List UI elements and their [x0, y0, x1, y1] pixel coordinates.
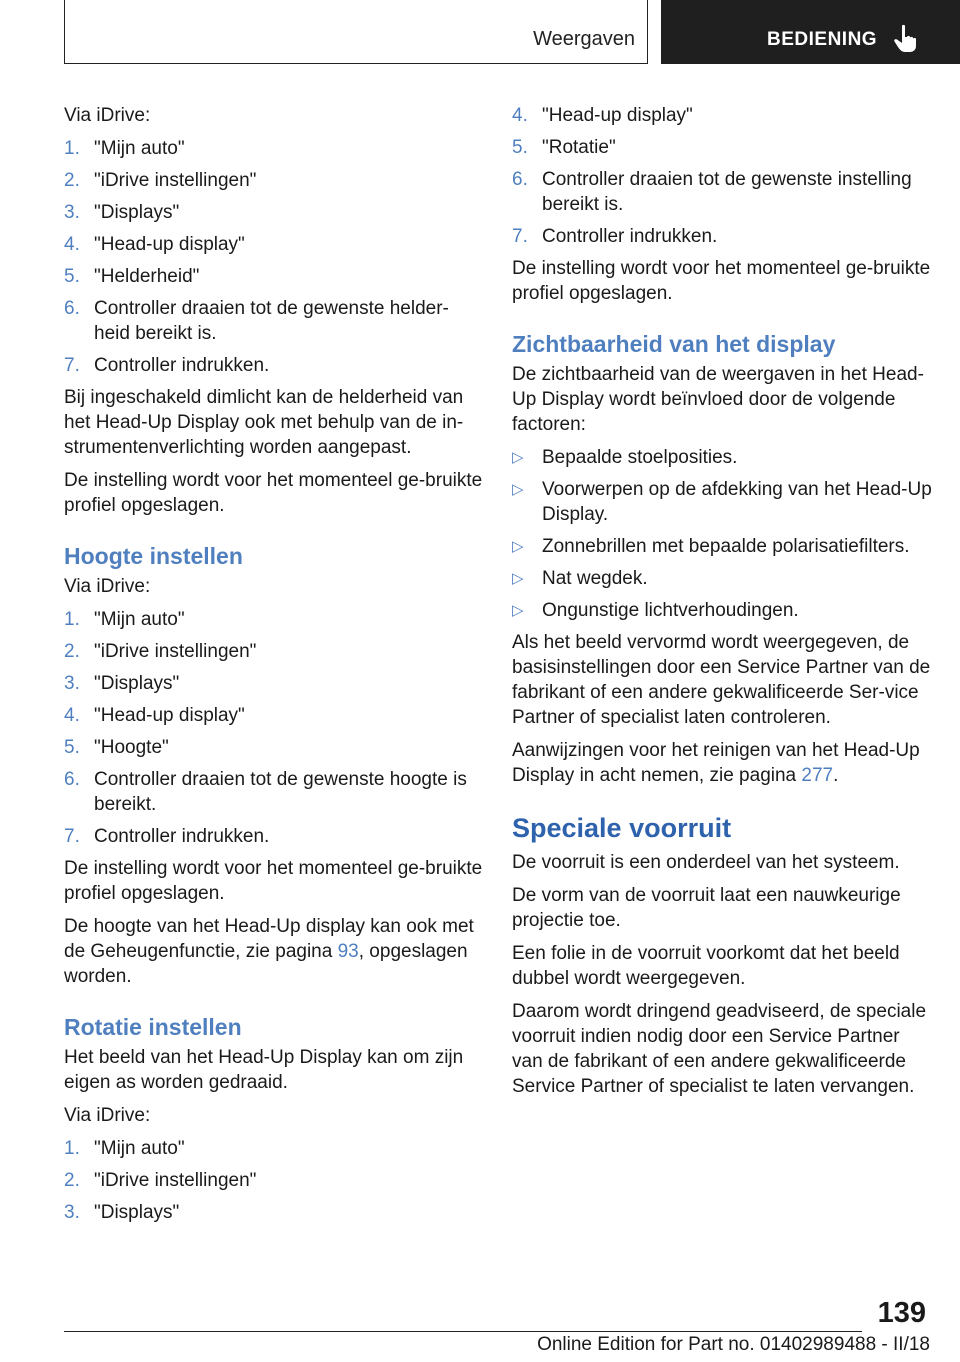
- header-chapter-box: [661, 0, 960, 64]
- list-item: 1. "Mijn auto": [64, 609, 185, 630]
- footer-divider: [64, 1331, 862, 1332]
- list-item: ▷ Voorwerpen op de afdekking van het Head-Up Display.: [512, 479, 932, 525]
- right-column: [512, 103, 932, 1107]
- header-section-title: Weergaven: [533, 28, 635, 50]
- heading-hoogte-instellen: Hoogte instellen: [64, 543, 243, 569]
- list-item: 7. Controller indrukken.: [64, 826, 270, 847]
- paragraph-zichtbaarheid: De zichtbaarheid van de weergaven in het Head-Up Display wordt beïnvloed door de volgende factoren:: [512, 364, 924, 435]
- list-item: 3. "Displays": [64, 1202, 180, 1223]
- paragraph-vervormd: Als het beeld vervormd wordt weergegeven, de basisinstellingen door een Service Partner van de fabrikant of een andere gekwalificeerde Ser‐vice Partner of specialist laten controleren.: [512, 632, 931, 728]
- list-item: 5. "Rotatie": [512, 137, 616, 158]
- visibility-factors: [512, 445, 932, 623]
- paragraph-profile-saved: De instelling wordt voor het momenteel ge‐bruikte profiel opgeslagen.: [512, 258, 931, 304]
- intro-via-idrive: Via iDrive:: [64, 105, 151, 126]
- paragraph-profile-saved: De instelling wordt voor het momenteel ge‐bruikte profiel opgeslagen.: [64, 470, 483, 516]
- paragraph-voorruit-3: Een folie in de voorruit voorkomt dat het beeld dubbel wordt weergegeven.: [512, 943, 900, 989]
- header-section-box: [64, 0, 648, 64]
- list-item: 4. "Head-up display": [64, 234, 245, 255]
- list-item: 3. "Displays": [64, 673, 180, 694]
- paragraph-reinigen: Aanwijzingen voor het reinigen van het Head-Up Display in acht nemen, zie pagina 277.: [512, 740, 920, 786]
- height-steps: [64, 607, 484, 849]
- rotation-steps-part2: [512, 103, 932, 249]
- heading-rotatie-instellen: Rotatie instellen: [64, 1014, 242, 1040]
- list-item: 5. "Hoogte": [64, 737, 169, 758]
- list-item: 6. Controller draaien tot de gewenste helder‐heid bereikt is.: [64, 298, 449, 344]
- list-item: ▷ Nat wegdek.: [512, 568, 648, 589]
- list-item: 1. "Mijn auto": [64, 138, 185, 159]
- paragraph-voorruit-4: Daarom wordt dringend geadviseerd, de speciale voorruit indien nodig door een Service Partner van de fabrikant of een andere gekwalificeerde Service Partner of specialist te laten vervangen.: [512, 1001, 927, 1097]
- paragraph-profile-saved: De instelling wordt voor het momenteel ge‐bruikte profiel opgeslagen.: [64, 858, 483, 904]
- list-item: 2. "iDrive instellingen": [64, 1170, 257, 1191]
- list-item: 4. "Head-up display": [512, 105, 693, 126]
- triangle-bullet-icon: ▷: [512, 481, 524, 498]
- list-item: ▷ Zonnebrillen met bepaalde polarisatiefilters.: [512, 536, 910, 557]
- list-item: 4. "Head-up display": [64, 705, 245, 726]
- header-chapter-title: BEDIENING: [767, 29, 878, 50]
- rotation-steps-part1: [64, 1136, 484, 1225]
- triangle-bullet-icon: ▷: [512, 538, 524, 555]
- triangle-bullet-icon: ▷: [512, 449, 524, 466]
- footer-edition: Online Edition for Part no. 01402989488 - II/18: [537, 1334, 930, 1355]
- list-item: 2. "iDrive instellingen": [64, 170, 257, 191]
- paragraph-geheugenfunctie: De hoogte van het Head-Up display kan ook met de Geheugenfunctie, zie pagina 93, opgeslagen worden.: [64, 916, 474, 987]
- paragraph-voorruit-2: De vorm van de voorruit laat een nauwkeurige projectie toe.: [512, 885, 901, 931]
- triangle-bullet-icon: ▷: [512, 570, 524, 587]
- heading-speciale-voorruit: Speciale voorruit: [512, 813, 732, 843]
- pointing-hand-icon: [893, 24, 919, 54]
- page-link-277[interactable]: 277: [801, 765, 834, 786]
- heading-zichtbaarheid: Zichtbaarheid van het display: [512, 331, 836, 357]
- page-number: 139: [877, 1297, 926, 1329]
- paragraph-voorruit-1: De voorruit is een onderdeel van het systeem.: [512, 852, 900, 873]
- list-item: 6. Controller draaien tot de gewenste instelling bereikt is.: [512, 169, 912, 215]
- list-item: 3. "Displays": [64, 202, 180, 223]
- list-item: 7. Controller indrukken.: [512, 226, 718, 247]
- intro-via-idrive: Via iDrive:: [64, 576, 151, 597]
- intro-via-idrive: Via iDrive:: [64, 1105, 151, 1126]
- triangle-bullet-icon: ▷: [512, 602, 524, 619]
- paragraph-rotatie: Het beeld van het Head-Up Display kan om zijn eigen as worden gedraaid.: [64, 1047, 464, 1093]
- list-item: 5. "Helderheid": [64, 266, 200, 287]
- list-item: 6. Controller draaien tot de gewenste hoogte is bereikt.: [64, 769, 467, 815]
- paragraph-dimlicht: Bij ingeschakeld dimlicht kan de helderheid van het Head-Up Display ook met behulp van de in‐strumentenverlichting worden aangepast.: [64, 387, 464, 458]
- list-item: ▷ Bepaalde stoelposities.: [512, 447, 738, 468]
- list-item: ▷ Ongunstige lichtverhoudingen.: [512, 600, 799, 621]
- page-link-93[interactable]: 93: [337, 941, 359, 962]
- list-item: 2. "iDrive instellingen": [64, 641, 257, 662]
- left-column: [64, 103, 484, 1232]
- list-item: 1. "Mijn auto": [64, 1138, 185, 1159]
- list-item: 7. Controller indrukken.: [64, 355, 270, 376]
- brightness-steps: [64, 136, 484, 378]
